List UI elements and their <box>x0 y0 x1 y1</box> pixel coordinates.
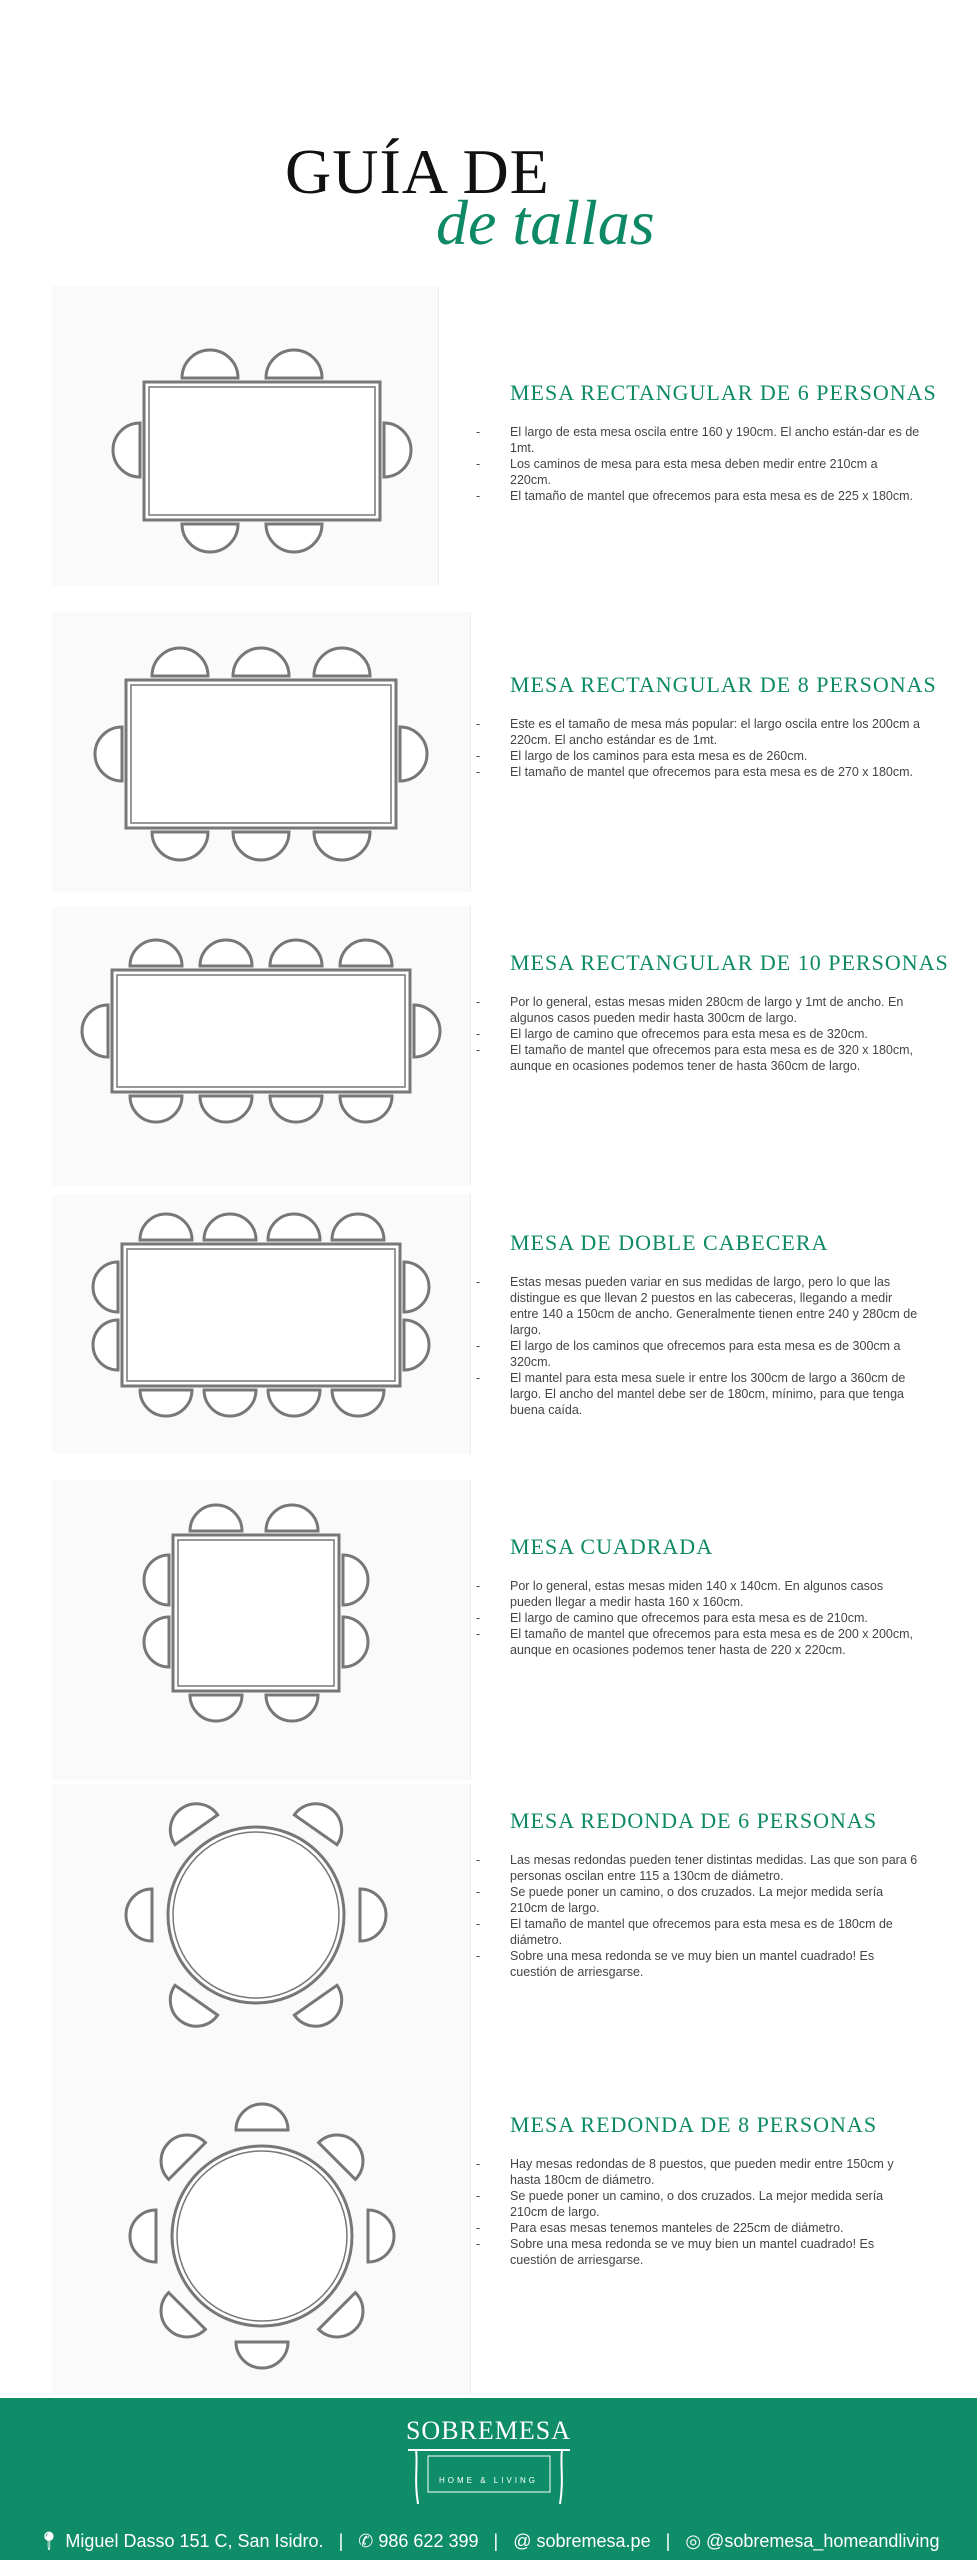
section-list <box>476 2156 921 2268</box>
web-icon: @ <box>513 2530 532 2551</box>
section-double-head <box>0 1194 977 1454</box>
list-item: - Por lo general, estas mesas miden 140 x 140cm. En algunos casos pueden llegar a medir hasta 160 x 160cm. <box>476 1578 921 1610</box>
list-item: - Las mesas redondas pueden tener distintas medidas. Las que son para 6 personas oscilan entre 115 a 130cm de diámetro. <box>476 1852 921 1884</box>
brand-tagline: HOME & LIVING <box>438 2476 538 2485</box>
divider: | <box>338 2530 344 2551</box>
section-title: MESA RECTANGULAR DE 6 PERSONAS <box>510 380 937 405</box>
title-main: GUÍA DE <box>285 136 550 207</box>
section-list <box>476 1852 921 1980</box>
section-title: MESA CUADRADA <box>510 1534 714 1559</box>
section-title: MESA RECTANGULAR DE 8 PERSONAS <box>510 672 937 697</box>
section-rect-6 <box>0 286 977 586</box>
list-item: - Se puede poner un camino, o dos cruzados. La mejor medida sería 210cm de largo. <box>476 1884 921 1916</box>
section-square <box>0 1480 977 1780</box>
round-6-table-icon <box>52 1784 470 2084</box>
section-rect-8 <box>0 612 977 892</box>
list-item: - Se puede poner un camino, o dos cruzados. La mejor medida sería 210cm de largo. <box>476 2188 921 2220</box>
section-title: MESA DE DOBLE CABECERA <box>510 1230 829 1255</box>
list-item: - El largo de los caminos que ofrecemos para esta mesa es de 300cm a 320cm. <box>476 1338 921 1370</box>
list-item: - Este es el tamaño de mesa más popular: el largo oscila entre los 200cm a 220cm. El ancho estándar es de 1mt. <box>476 716 921 748</box>
list-item: - El tamaño de mantel que ofrecemos para esta mesa es de 180cm de diámetro. <box>476 1916 921 1948</box>
list-item: - Sobre una mesa redonda se ve muy bien un mantel cuadrado! Es cuestión de arriesgarse. <box>476 1948 921 1980</box>
web-link[interactable]: sobremesa.pe <box>536 2530 651 2551</box>
section-title: MESA REDONDA DE 6 PERSONAS <box>510 1808 878 1833</box>
instagram-link[interactable]: @sobremesa_homeandliving <box>706 2530 940 2551</box>
section-list <box>476 1578 921 1658</box>
list-item: - Para esas mesas tenemos manteles de 225cm de diámetro. <box>476 2220 921 2236</box>
rect-8-table-icon <box>52 612 470 892</box>
list-item: - El largo de camino que ofrecemos para esta mesa es de 320cm. <box>476 1026 921 1042</box>
section-rect-10 <box>0 906 977 1186</box>
table-illustration-rect-8 <box>52 612 471 892</box>
section-round-6 <box>0 1784 977 2084</box>
contact-bar <box>0 2530 977 2552</box>
list-item: - Los caminos de mesa para esta mesa deben medir entre 210cm a 220cm. <box>476 456 921 488</box>
footer <box>0 2398 977 2560</box>
whatsapp-icon: ✆ <box>358 2530 374 2551</box>
list-item: - Hay mesas redondas de 8 puestos, que pueden medir entre 150cm y hasta 180cm de diámetro. <box>476 2156 921 2188</box>
section-title: MESA RECTANGULAR DE 10 PERSONAS <box>510 950 949 975</box>
square-table-icon <box>52 1480 470 1780</box>
table-illustration-double-head <box>52 1194 471 1454</box>
table-illustration-round-6 <box>52 1784 471 2084</box>
rect-10-table-icon <box>52 906 470 1186</box>
section-title: MESA REDONDA DE 8 PERSONAS <box>510 2112 878 2137</box>
section-list <box>476 716 921 780</box>
round-8-table-icon <box>52 2076 470 2394</box>
list-item: - El tamaño de mantel que ofrecemos para esta mesa es de 270 x 180cm. <box>476 764 921 780</box>
brand-name: SOBREMESA <box>405 2416 572 2445</box>
section-list <box>476 424 921 504</box>
location-pin-icon: 📍︎ <box>37 2530 61 2551</box>
brand-logo <box>0 2416 977 2508</box>
table-illustration-rect-6 <box>52 286 439 586</box>
instagram-icon: ◎ <box>685 2530 702 2551</box>
list-item: - El largo de camino que ofrecemos para esta mesa es de 210cm. <box>476 1610 921 1626</box>
list-item: - El tamaño de mantel que ofrecemos para esta mesa es de 320 x 180cm, aunque en ocasiones podemos tener de hasta 360cm de largo. <box>476 1042 921 1074</box>
address-text: Miguel Dasso 151 C, San Isidro. <box>65 2530 324 2551</box>
double-head-table-icon <box>52 1194 470 1454</box>
section-round-8 <box>0 2076 977 2394</box>
rect-6-table-icon <box>52 286 438 586</box>
list-item: - El tamaño de mantel que ofrecemos para esta mesa es de 225 x 180cm. <box>476 488 921 504</box>
list-item: - El largo de esta mesa oscila entre 160 y 190cm. El ancho están-dar es de 1mt. <box>476 424 921 456</box>
list-item: - El largo de los caminos para esta mesa es de 260cm. <box>476 748 921 764</box>
phone-link[interactable]: 986 622 399 <box>378 2530 479 2551</box>
list-item: - El mantel para esta mesa suele ir entre los 300cm de largo a 360cm de largo. El ancho del mantel debe ser de 180cm, mínimo, para que tenga buena caída. <box>476 1370 921 1418</box>
page-title <box>0 136 977 260</box>
table-illustration-round-8 <box>52 2076 471 2394</box>
title-sub: de tallas <box>436 187 655 258</box>
divider: | <box>493 2530 499 2551</box>
section-list <box>476 1274 921 1418</box>
list-item: - El tamaño de mantel que ofrecemos para esta mesa es de 200 x 200cm, aunque en ocasiones podemos tener hasta de 220 x 220cm. <box>476 1626 921 1658</box>
divider: | <box>665 2530 671 2551</box>
table-illustration-rect-10 <box>52 906 471 1186</box>
section-list <box>476 994 921 1074</box>
list-item: - Por lo general, estas mesas miden 280cm de largo y 1mt de ancho. En algunos casos pueden medir hasta 300cm de largo. <box>476 994 921 1026</box>
list-item: - Sobre una mesa redonda se ve muy bien un mantel cuadrado! Es cuestión de arriesgarse. <box>476 2236 921 2268</box>
list-item: - Estas mesas pueden variar en sus medidas de largo, pero lo que las distingue es que llevan 2 puestos en las cabeceras, llegando a medir entre 140 a 150cm de ancho. Generalmente tienen entre 240 y 280cm de largo. <box>476 1274 921 1338</box>
table-illustration-square <box>52 1480 471 1780</box>
